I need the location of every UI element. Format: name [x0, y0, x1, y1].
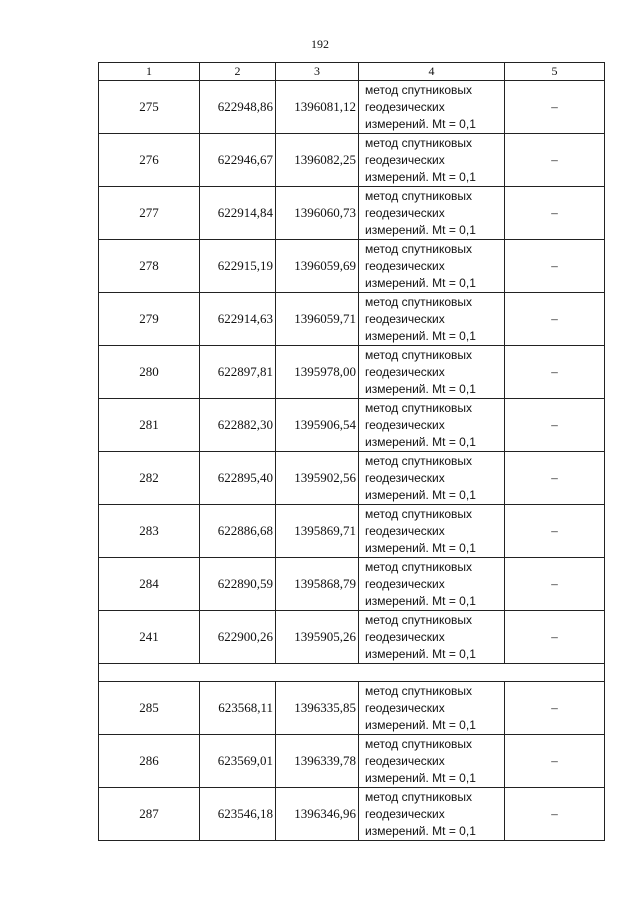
header-col-4: 4 — [359, 63, 505, 81]
method-line: измерений. Mt = 0,1 — [365, 275, 476, 290]
dash-cell: – — [505, 293, 605, 346]
method-cell — [359, 682, 505, 735]
method-cell — [359, 788, 505, 841]
method-line: геодезических — [365, 258, 445, 273]
y-coordinate-cell: 1395905,26 — [276, 611, 359, 664]
method-cell — [359, 611, 505, 664]
y-coordinate-cell: 1395906,54 — [276, 399, 359, 452]
coordinates-table — [98, 62, 605, 841]
method-line: метод спутниковых — [365, 559, 473, 574]
method-line: метод спутниковых — [365, 82, 473, 97]
x-coordinate-cell: 622915,19 — [200, 240, 276, 293]
table-row — [99, 293, 605, 346]
method-line: измерений. Mt = 0,1 — [365, 169, 476, 184]
dash-cell: – — [505, 682, 605, 735]
table-row — [99, 240, 605, 293]
method-line: метод спутниковых — [365, 400, 473, 415]
method-line: измерений. Mt = 0,1 — [365, 646, 476, 661]
x-coordinate-cell: 622914,63 — [200, 293, 276, 346]
method-cell — [359, 735, 505, 788]
header-row — [99, 63, 605, 81]
y-coordinate-cell: 1396346,96 — [276, 788, 359, 841]
x-coordinate-cell: 622946,67 — [200, 134, 276, 187]
table-row — [99, 611, 605, 664]
method-line: метод спутниковых — [365, 294, 473, 309]
point-number-cell: 279 — [99, 293, 200, 346]
dash-cell: – — [505, 735, 605, 788]
x-coordinate-cell: 622900,26 — [200, 611, 276, 664]
point-number-cell: 241 — [99, 611, 200, 664]
point-number-cell: 282 — [99, 452, 200, 505]
table-row — [99, 134, 605, 187]
y-coordinate-cell: 1396339,78 — [276, 735, 359, 788]
table-row — [99, 735, 605, 788]
x-coordinate-cell: 622897,81 — [200, 346, 276, 399]
method-line: метод спутниковых — [365, 135, 473, 150]
method-cell — [359, 293, 505, 346]
spacer-cell — [99, 664, 605, 682]
method-line: измерений. Mt = 0,1 — [365, 434, 476, 449]
y-coordinate-cell: 1395868,79 — [276, 558, 359, 611]
method-line: геодезических — [365, 99, 445, 114]
table-row — [99, 788, 605, 841]
table-row — [99, 558, 605, 611]
header-col-5: 5 — [505, 63, 605, 81]
method-line: метод спутниковых — [365, 612, 473, 627]
point-number-cell: 283 — [99, 505, 200, 558]
method-line: геодезических — [365, 470, 445, 485]
dash-cell: – — [505, 452, 605, 505]
method-line: метод спутниковых — [365, 506, 473, 521]
y-coordinate-cell: 1396082,25 — [276, 134, 359, 187]
table-row — [99, 346, 605, 399]
method-cell — [359, 81, 505, 134]
point-number-cell: 287 — [99, 788, 200, 841]
table-row — [99, 682, 605, 735]
x-coordinate-cell: 623568,11 — [200, 682, 276, 735]
point-number-cell: 286 — [99, 735, 200, 788]
table-row — [99, 399, 605, 452]
method-line: геодезических — [365, 311, 445, 326]
page-number: 192 — [311, 37, 329, 51]
table-row — [99, 505, 605, 558]
method-line: метод спутниковых — [365, 241, 473, 256]
method-line: метод спутниковых — [365, 789, 473, 804]
header-col-1: 1 — [99, 63, 200, 81]
x-coordinate-cell: 622890,59 — [200, 558, 276, 611]
dash-cell: – — [505, 558, 605, 611]
method-line: измерений. Mt = 0,1 — [365, 116, 476, 131]
method-cell — [359, 187, 505, 240]
method-cell — [359, 505, 505, 558]
method-line: метод спутниковых — [365, 347, 473, 362]
method-line: измерений. Mt = 0,1 — [365, 593, 476, 608]
method-line: измерений. Mt = 0,1 — [365, 328, 476, 343]
method-line: геодезических — [365, 700, 445, 715]
y-coordinate-cell: 1395978,00 — [276, 346, 359, 399]
method-line: геодезических — [365, 753, 445, 768]
y-coordinate-cell: 1395902,56 — [276, 452, 359, 505]
dash-cell: – — [505, 399, 605, 452]
y-coordinate-cell: 1396059,71 — [276, 293, 359, 346]
x-coordinate-cell: 622948,86 — [200, 81, 276, 134]
method-cell — [359, 452, 505, 505]
method-line: метод спутниковых — [365, 188, 473, 203]
point-number-cell: 275 — [99, 81, 200, 134]
method-line: метод спутниковых — [365, 453, 473, 468]
point-number-cell: 285 — [99, 682, 200, 735]
method-line: геодезических — [365, 152, 445, 167]
method-cell — [359, 240, 505, 293]
method-line: геодезических — [365, 417, 445, 432]
method-cell — [359, 558, 505, 611]
method-line: метод спутниковых — [365, 683, 473, 698]
dash-cell: – — [505, 788, 605, 841]
method-line: измерений. Mt = 0,1 — [365, 823, 476, 838]
method-line: геодезических — [365, 806, 445, 821]
method-line: измерений. Mt = 0,1 — [365, 717, 476, 732]
y-coordinate-cell: 1395869,71 — [276, 505, 359, 558]
y-coordinate-cell: 1396060,73 — [276, 187, 359, 240]
dash-cell: – — [505, 187, 605, 240]
dash-cell: – — [505, 81, 605, 134]
point-number-cell: 278 — [99, 240, 200, 293]
method-cell — [359, 399, 505, 452]
x-coordinate-cell: 622886,68 — [200, 505, 276, 558]
method-line: геодезических — [365, 364, 445, 379]
point-number-cell: 276 — [99, 134, 200, 187]
spacer-row — [99, 664, 605, 682]
dash-cell: – — [505, 346, 605, 399]
table-body — [99, 81, 605, 841]
point-number-cell: 284 — [99, 558, 200, 611]
method-line: геодезических — [365, 205, 445, 220]
method-line: измерений. Mt = 0,1 — [365, 222, 476, 237]
y-coordinate-cell: 1396335,85 — [276, 682, 359, 735]
x-coordinate-cell: 622914,84 — [200, 187, 276, 240]
table-row — [99, 452, 605, 505]
x-coordinate-cell: 623546,18 — [200, 788, 276, 841]
method-line: метод спутниковых — [365, 736, 473, 751]
point-number-cell: 281 — [99, 399, 200, 452]
method-line: измерений. Mt = 0,1 — [365, 381, 476, 396]
x-coordinate-cell: 622895,40 — [200, 452, 276, 505]
dash-cell: – — [505, 134, 605, 187]
method-line: измерений. Mt = 0,1 — [365, 487, 476, 502]
header-col-2: 2 — [200, 63, 276, 81]
table-row — [99, 81, 605, 134]
method-line: геодезических — [365, 629, 445, 644]
method-line: геодезических — [365, 523, 445, 538]
method-line: измерений. Mt = 0,1 — [365, 540, 476, 555]
x-coordinate-cell: 622882,30 — [200, 399, 276, 452]
method-line: измерений. Mt = 0,1 — [365, 770, 476, 785]
method-cell — [359, 134, 505, 187]
x-coordinate-cell: 623569,01 — [200, 735, 276, 788]
y-coordinate-cell: 1396059,69 — [276, 240, 359, 293]
dash-cell: – — [505, 505, 605, 558]
y-coordinate-cell: 1396081,12 — [276, 81, 359, 134]
point-number-cell: 280 — [99, 346, 200, 399]
dash-cell: – — [505, 611, 605, 664]
dash-cell: – — [505, 240, 605, 293]
table-row — [99, 187, 605, 240]
point-number-cell: 277 — [99, 187, 200, 240]
method-cell — [359, 346, 505, 399]
header-col-3: 3 — [276, 63, 359, 81]
table-header — [99, 63, 605, 81]
method-line: геодезических — [365, 576, 445, 591]
